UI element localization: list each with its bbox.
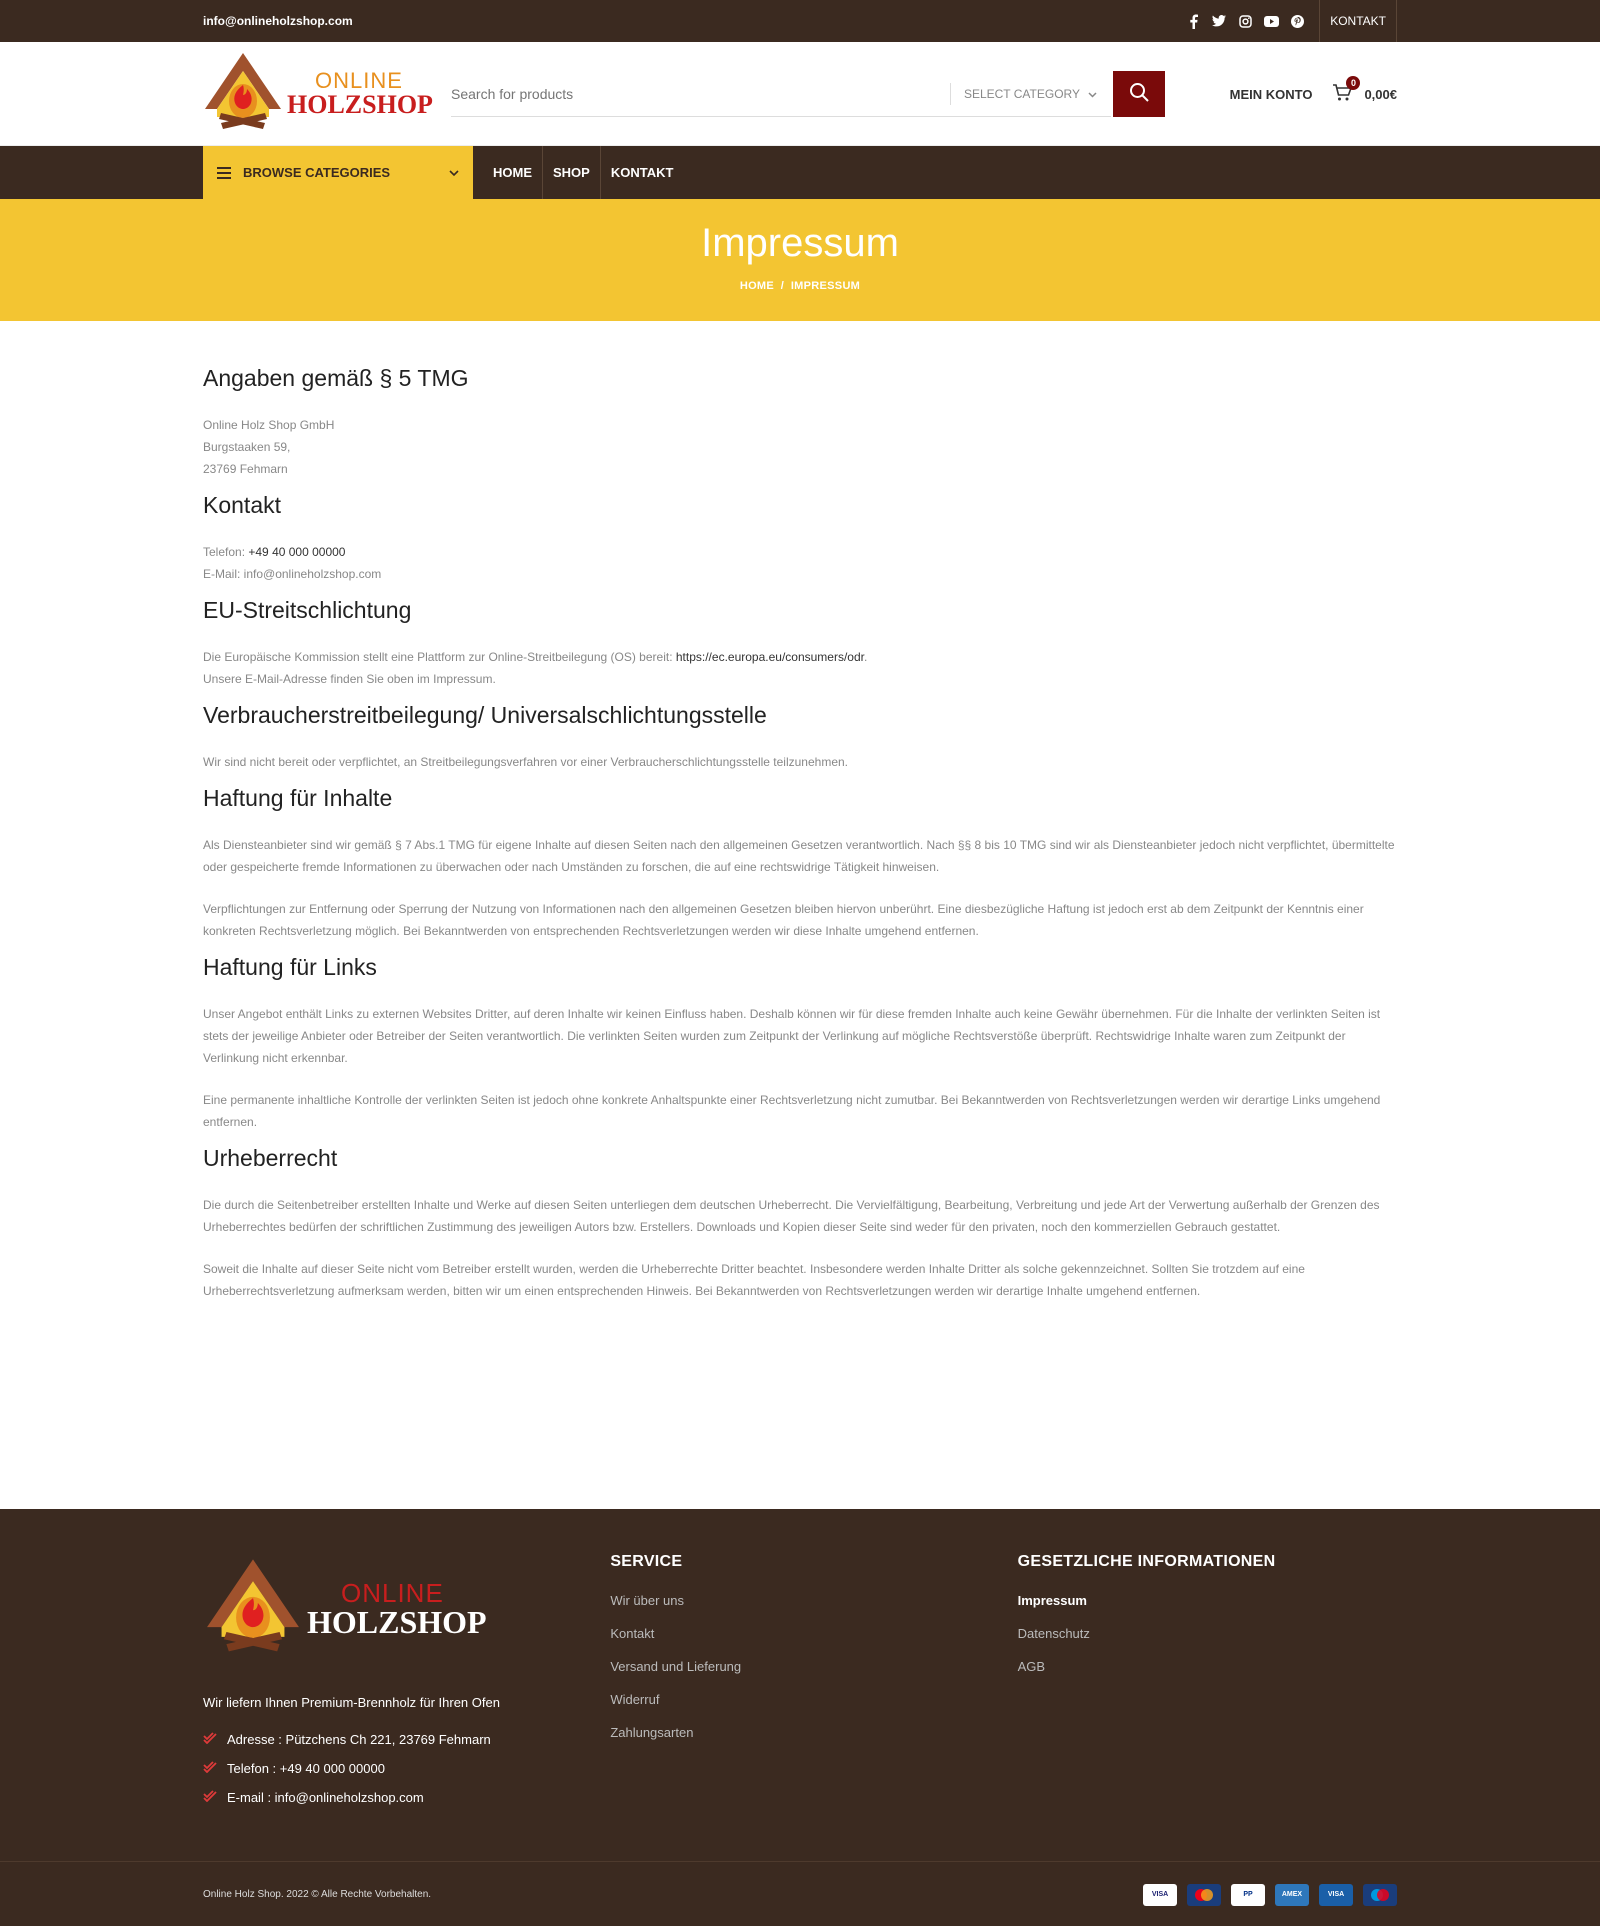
footer-link-widerruf[interactable]: Widerruf	[610, 1692, 660, 1707]
logo-fire-icon	[203, 51, 283, 137]
youtube-icon[interactable]	[1263, 13, 1279, 29]
nav-home[interactable]: HOME	[483, 146, 543, 199]
paypal-icon: PP	[1231, 1884, 1265, 1906]
footer-legal-title: GESETZLICHE INFORMATIONEN	[1017, 1553, 1276, 1570]
topbar-kontakt-link[interactable]: KONTAKT	[1319, 0, 1397, 42]
search-icon	[1129, 82, 1149, 107]
search-button[interactable]	[1113, 71, 1165, 117]
footer-logo-line2: HOLZSHOP	[307, 1604, 487, 1640]
site-header	[0, 42, 1600, 146]
nav-shop[interactable]: SHOP	[543, 146, 601, 199]
eu-text: Die Europäische Kommission stellt eine Plattform zur Online-Streitbeilegung (OS) bereit:	[203, 650, 676, 664]
site-logo[interactable]	[203, 51, 473, 137]
footer-link-versand[interactable]: Versand und Lieferung	[610, 1659, 742, 1674]
footer-link-zahlungsarten[interactable]: Zahlungsarten	[610, 1725, 694, 1740]
heading-eu: EU-Streitschlichtung	[203, 597, 412, 623]
site-footer	[0, 1509, 1600, 1926]
phone-label: Telefon:	[203, 545, 249, 559]
footer-link-about[interactable]: Wir über uns	[610, 1593, 685, 1608]
eu-text-end: .	[863, 650, 868, 664]
check-icon	[203, 1761, 217, 1776]
impressum-content	[203, 321, 1397, 1302]
company-address	[203, 414, 1397, 480]
browse-categories-label: BROWSE CATEGORIES	[243, 165, 391, 180]
footer-link-agb[interactable]: AGB	[1017, 1659, 1046, 1674]
cart-button[interactable]	[1332, 77, 1397, 105]
footer-contact-list	[203, 1732, 610, 1805]
breadcrumb	[0, 280, 1600, 292]
main-nav	[0, 146, 1600, 199]
address-line: 23769 Fehmarn	[203, 462, 288, 476]
links-paragraph-2: Eine permanente inhaltliche Kontrolle der verlinkten Seiten ist jedoch ohne konkrete Anhaltspunkte einer Rechtsverletzung nicht zumutbar. Bei Bekanntwerden von Rechtsverletzungen werden wir derartige Links umgehend entfernen.	[203, 1093, 1381, 1129]
logo-line2: HOLZSHOP	[287, 90, 433, 119]
eu-text-email: Unsere E-Mail-Adresse finden Sie oben im Impressum.	[203, 672, 496, 686]
footer-link-kontakt[interactable]: Kontakt	[610, 1626, 655, 1641]
topbar-email[interactable]: info@onlineholzshop.com	[203, 14, 353, 28]
account-link[interactable]: MEIN KONTO	[1229, 86, 1313, 102]
social-links	[1185, 13, 1319, 29]
email-line: E-Mail: info@onlineholzshop.com	[203, 567, 382, 581]
mastercard-icon	[1187, 1884, 1221, 1906]
footer-service-title: SERVICE	[610, 1553, 683, 1570]
category-select[interactable]	[950, 71, 1111, 117]
phone-link[interactable]: +49 40 000 00000	[248, 545, 346, 559]
footer-bottom-bar	[0, 1861, 1600, 1926]
visa-icon: VISA	[1143, 1884, 1177, 1906]
inhalte-paragraph-1: Als Diensteanbieter sind wir gemäß § 7 Abs.1 TMG für eigene Inhalte auf diesen Seiten nach den allgemeinen Gesetzen verantwortlich. Nach §§ 8 bis 10 TMG sind wir als Diensteanbieter jedoch nicht verpflichtet, übermittelte oder gespeicherte fremde Informationen zu überwachen oder nach Umständen zu forschen, die auf eine rechtswidrige Tätigkeit hinweisen.	[203, 838, 1395, 874]
footer-tagline: Wir liefern Ihnen Premium-Brennholz für Ihren Ofen	[203, 1695, 500, 1710]
instagram-icon[interactable]	[1237, 13, 1253, 29]
heading-verbraucher: Verbraucherstreitbeilegung/ Universalschlichtungsstelle	[203, 702, 767, 728]
footer-email: E-mail : info@onlineholzshop.com	[227, 1790, 424, 1805]
footer-phone: Telefon : +49 40 000 00000	[227, 1761, 385, 1776]
check-icon	[203, 1790, 217, 1805]
check-icon	[203, 1732, 217, 1747]
nav-kontakt[interactable]: KONTAKT	[610, 165, 674, 180]
heading-haftung-inhalte: Haftung für Inhalte	[203, 785, 393, 811]
american-express-icon: AMEX	[1275, 1884, 1309, 1906]
links-paragraph-1: Unser Angebot enthält Links zu externen Websites Dritter, auf deren Inhalte wir keinen Einfluss haben. Deshalb können wir für diese fremden Inhalte auch keine Gewähr übernehmen. Für die Inhalte der verlinkten Seiten ist stets der jeweilige Anbieter oder Betreiber der Seiten verantwortlich. Die verlinkten Seiten wurden zum Zeitpunkt der Verlinkung auf mögliche Rechtsverstöße überprüft. Rechtswidrige Inhalte waren zum Zeitpunkt der Verlinkung nicht erkennbar.	[203, 1007, 1381, 1065]
breadcrumb-home[interactable]: HOME	[739, 280, 775, 292]
cart-count-badge: 0	[1346, 76, 1360, 90]
list-item	[203, 1732, 610, 1747]
top-bar	[0, 0, 1600, 42]
footer-logo[interactable]	[203, 1557, 610, 1661]
verbraucher-paragraph: Wir sind nicht bereit oder verpflichtet, an Streitbeilegungsverfahren vor einer Verbraucherschlichtungsstelle teilzunehmen.	[203, 755, 849, 769]
search-input[interactable]	[451, 86, 950, 102]
menu-icon	[217, 164, 231, 182]
browse-categories-button[interactable]	[203, 146, 473, 199]
footer-link-datenschutz[interactable]: Datenschutz	[1017, 1626, 1090, 1641]
eu-paragraph	[203, 646, 1397, 690]
logo-fire-icon	[203, 1557, 303, 1661]
list-item	[203, 1790, 610, 1805]
heading-kontakt: Kontakt	[203, 492, 281, 518]
breadcrumb-current: IMPRESSUM	[790, 280, 861, 292]
heading-angaben: Angaben gemäß § 5 TMG	[203, 365, 469, 391]
urheber-paragraph-1: Die durch die Seitenbetreiber erstellten Inhalte und Werke auf diesen Seiten unterliegen dem deutschen Urheberrecht. Die Vervielfältigung, Bearbeitung, Verbreitung und jede Art der Verwertung außerhalb der Grenzen des Urheberrechtes bedürfen der schriftlichen Zustimmung des jeweiligen Autors bzw. Erstellers. Downloads und Kopien dieser Seite sind weder für den privaten, noch den kommerziellen Gebrauch gestattet.	[203, 1198, 1380, 1234]
category-select-label: SELECT CATEGORY	[963, 86, 1080, 101]
cart-total: 0,00€	[1364, 86, 1397, 102]
facebook-icon[interactable]	[1185, 13, 1201, 29]
address-line: Online Holz Shop GmbH	[203, 418, 335, 432]
page-title: Impressum	[701, 221, 899, 265]
eu-odr-link[interactable]: https://ec.europa.eu/consumers/odr	[675, 650, 864, 664]
payment-icons	[1143, 1884, 1397, 1906]
search-form	[451, 71, 1165, 117]
breadcrumb-separator: /	[780, 280, 785, 292]
twitter-icon[interactable]	[1211, 13, 1227, 29]
heading-urheberrecht: Urheberrecht	[203, 1145, 338, 1171]
footer-link-impressum[interactable]: Impressum	[1017, 1593, 1087, 1608]
chevron-down-icon	[449, 165, 459, 180]
pinterest-icon[interactable]	[1289, 13, 1305, 29]
footer-logo-line1: ONLINE	[341, 1578, 444, 1608]
page-title-band	[0, 199, 1600, 321]
urheber-paragraph-2: Soweit die Inhalte auf dieser Seite nicht vom Betreiber erstellt wurden, werden die Urheberrechte Dritter beachtet. Insbesondere werden Inhalte Dritter als solche gekennzeichnet. Sollten Sie trotzdem auf eine Urheberrechtsverletzung aufmerksam werden, bitten wir um einen entsprechenden Hinweis. Bei Bekanntwerden von Rechtsverletzungen werden wir derartige Inhalte umgehend entfernen.	[203, 1262, 1305, 1298]
heading-haftung-links: Haftung für Links	[203, 954, 377, 980]
list-item	[203, 1761, 610, 1776]
visa-electron-icon: VISA	[1319, 1884, 1353, 1906]
chevron-down-icon	[1088, 87, 1097, 101]
footer-address: Adresse : Pützchens Ch 221, 23769 Fehmarn	[227, 1732, 491, 1747]
address-line: Burgstaaken 59,	[203, 440, 291, 454]
inhalte-paragraph-2: Verpflichtungen zur Entfernung oder Sperrung der Nutzung von Informationen nach den allgemeinen Gesetzen bleiben hiervon unberührt. Eine diesbezügliche Haftung ist jedoch erst ab dem Zeitpunkt der Kenntnis einer konkreten Rechtsverletzung möglich. Bei Bekanntwerden von entsprechenden Rechtsverletzungen werden wir diese Inhalte umgehend entfernen.	[203, 902, 1364, 938]
logo-line1: ONLINE	[315, 68, 403, 93]
copyright: Online Holz Shop. 2022 © Alle Rechte Vorbehalten.	[203, 1889, 432, 1900]
contact-info	[203, 541, 1397, 585]
maestro-icon	[1363, 1884, 1397, 1906]
